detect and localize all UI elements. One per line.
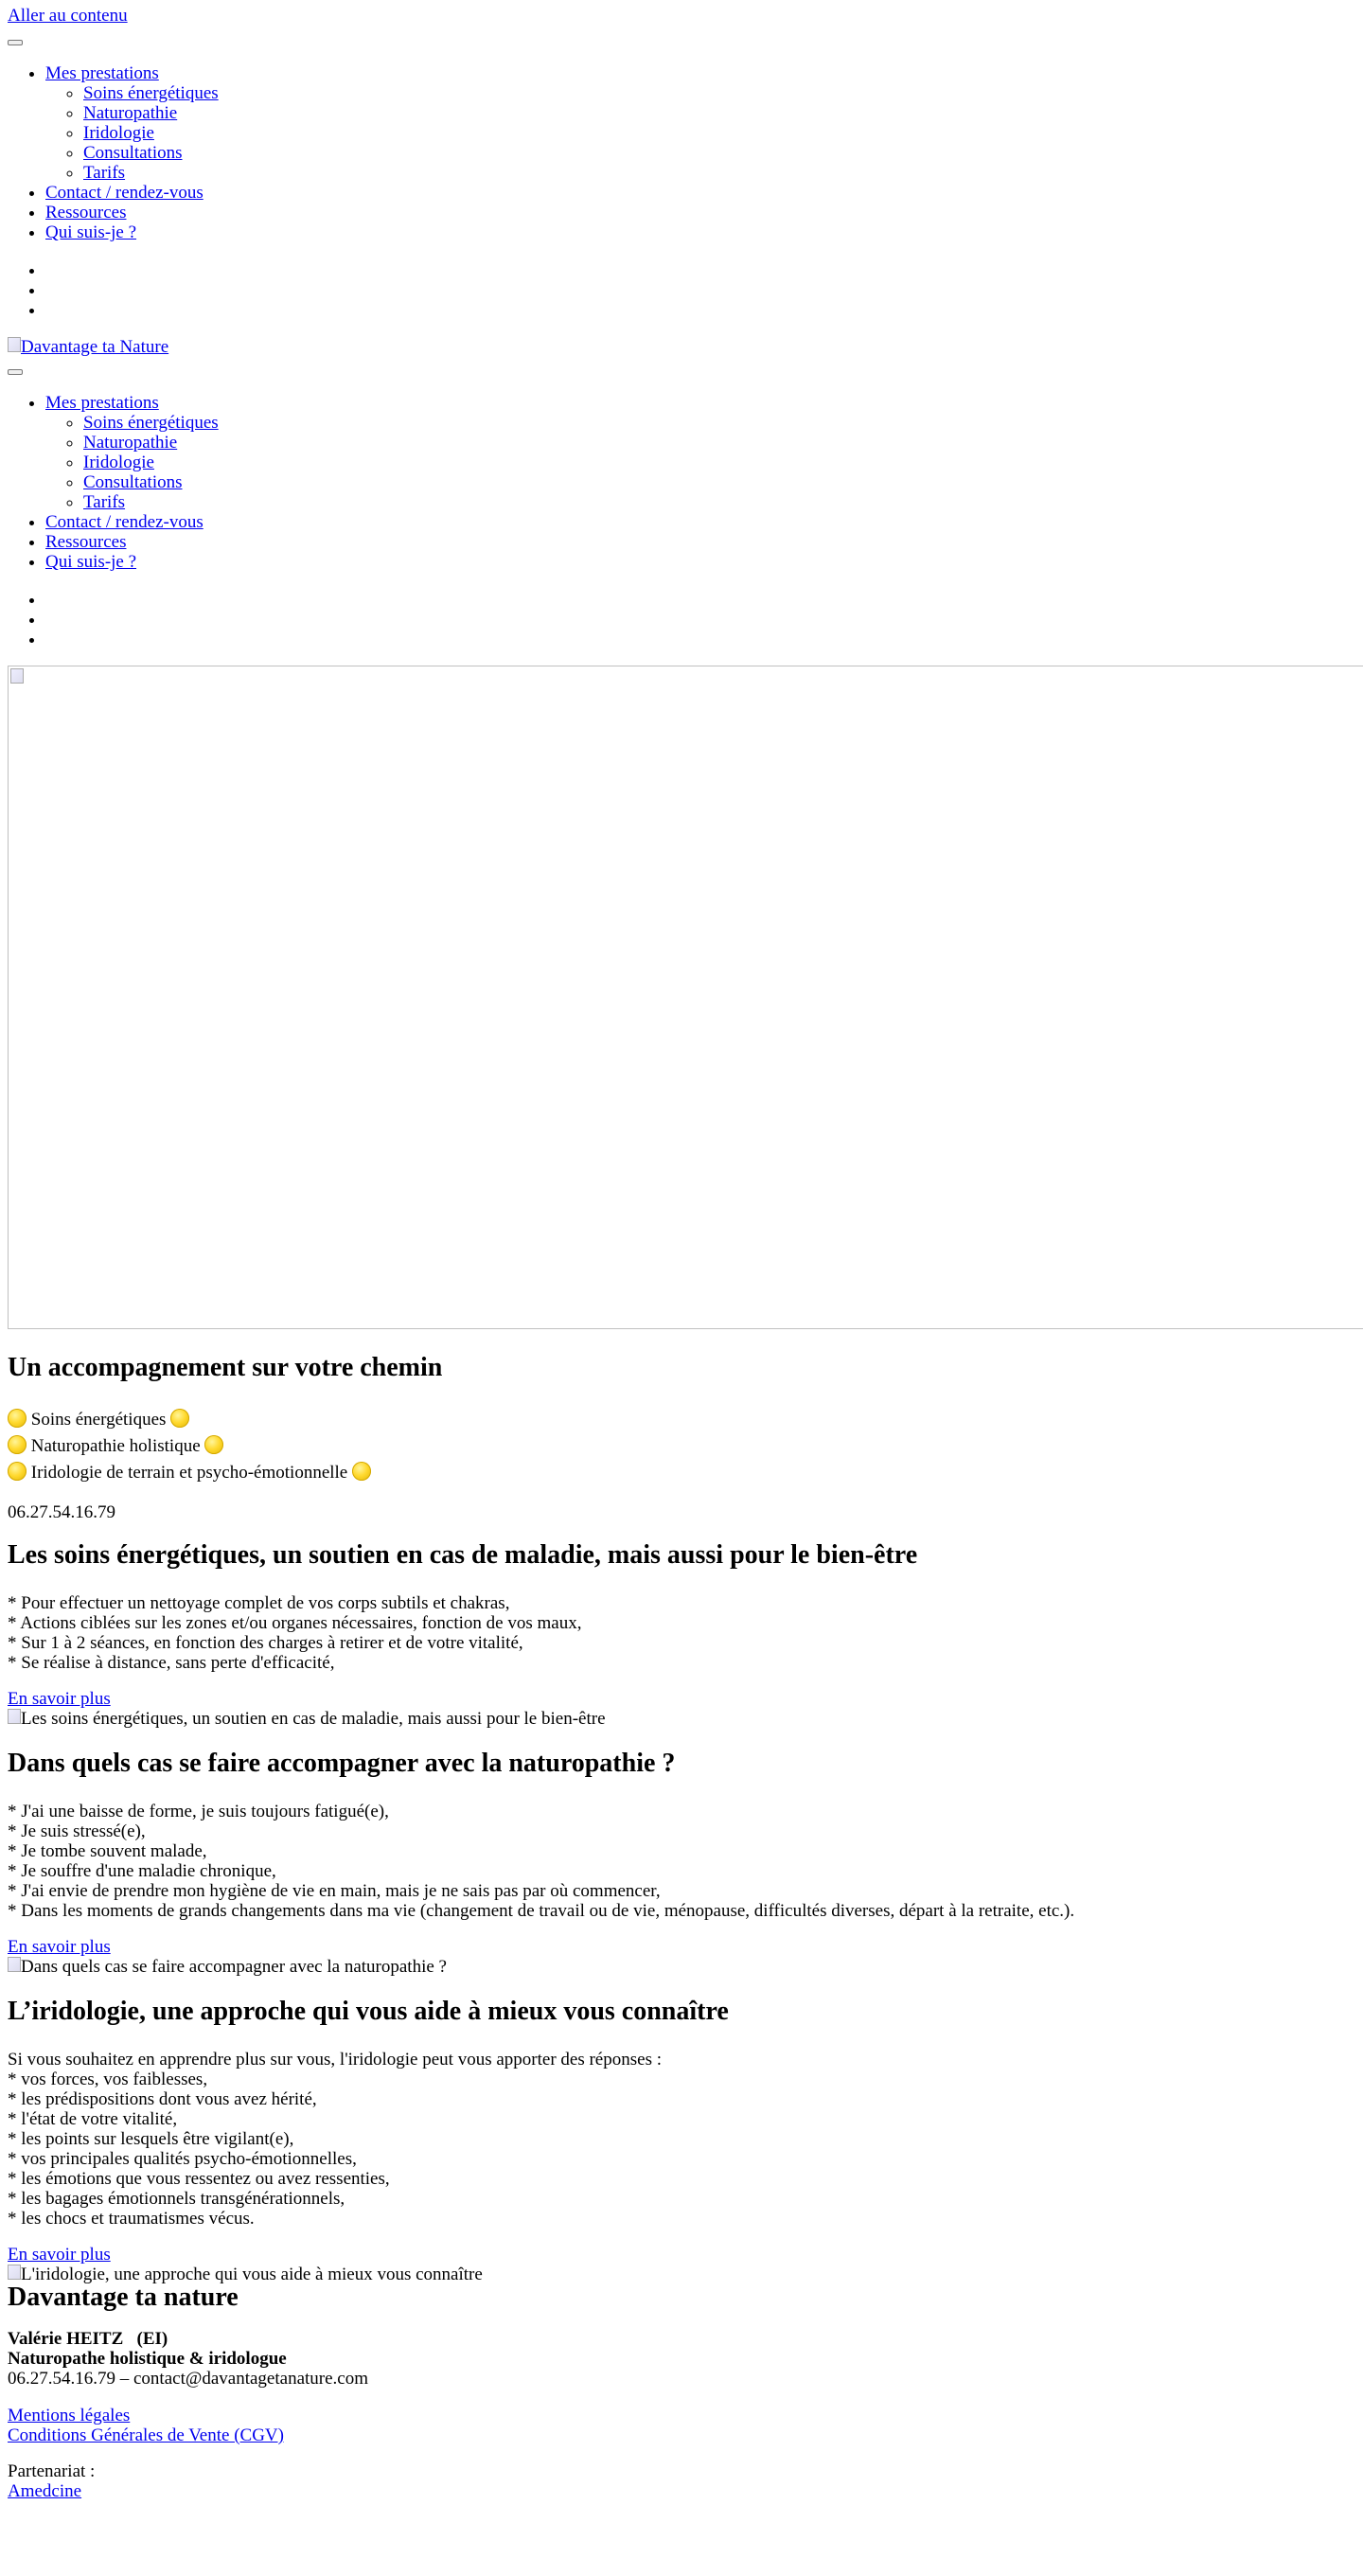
menu-item-ressources xyxy=(45,532,613,552)
submenu-link-naturopathie[interactable]: Naturopathie xyxy=(83,433,178,453)
menu-item-contact xyxy=(45,512,613,532)
service-item xyxy=(8,1435,371,1462)
hero-image-placeholder xyxy=(10,668,24,684)
service-label: Naturopathie holistique xyxy=(30,1436,201,1456)
submenu-item xyxy=(83,453,613,472)
menu-toggle-button[interactable] xyxy=(8,40,23,45)
menu-link-prestations[interactable]: Mes prestations xyxy=(45,393,159,413)
partner-link-amedcine[interactable]: Amedcine xyxy=(8,2481,82,2501)
text-line: * Pour effectuer un nettoyage complet de vos corps subtils et chakras, xyxy=(8,1593,510,1613)
text-line: * Dans les moments de grands changements dans ma vie (changement de travail ou de vie, ménopause, difficultés diverses, départ à la retraite, etc.). xyxy=(8,1901,1075,1921)
social-links-secondary xyxy=(8,590,45,649)
text-line: Si vous souhaitez en apprendre plus sur vous, l'iridologie peut vous apporter des réponses : xyxy=(8,2050,662,2070)
service-label: Soins énergétiques xyxy=(30,1410,167,1430)
footer-legal-links xyxy=(8,2406,284,2445)
footer-identity xyxy=(8,2329,368,2389)
menu-item-contact xyxy=(45,183,613,203)
hero-image xyxy=(8,666,1363,1329)
image-alt-text: Les soins énergétiques, un soutien en cas de maladie, mais aussi pour le bien-être xyxy=(21,1709,606,1729)
text-line: * Je tombe souvent malade, xyxy=(8,1841,207,1861)
section-iridologie-title: L’iridologie, une approche qui vous aide à mieux vous connaître xyxy=(8,1997,729,2026)
section-iridologie-more-link[interactable]: En savoir plus xyxy=(8,2245,111,2265)
text-line: * J'ai envie de prendre mon hygiène de vie en main, mais je ne sais pas par où commencer, xyxy=(8,1881,661,1901)
section-soins-image xyxy=(8,1709,606,1729)
text-line: * Se réalise à distance, sans perte d'efficacité, xyxy=(8,1653,335,1673)
submenu-item xyxy=(83,143,613,163)
menu-toggle-button-secondary[interactable] xyxy=(8,369,23,375)
section-naturopathie-text xyxy=(8,1802,1074,1921)
submenu-item xyxy=(83,123,613,143)
submenu-link-iridologie[interactable]: Iridologie xyxy=(83,453,154,472)
yellow-circle-icon xyxy=(8,1409,27,1428)
submenu-item xyxy=(83,83,613,103)
submenu-item xyxy=(83,163,613,183)
text-line: * les émotions que vous ressentez ou avez ressenties, xyxy=(8,2169,390,2189)
text-line: * J'ai une baisse de forme, je suis toujours fatigué(e), xyxy=(8,1802,389,1821)
text-line: * Sur 1 à 2 séances, en fonction des charges à retirer et de votre vitalité, xyxy=(8,1633,523,1653)
section-iridologie-image xyxy=(8,2265,483,2284)
submenu-link-consultations[interactable]: Consultations xyxy=(83,472,183,492)
footer-role: Naturopathe holistique & iridologue xyxy=(8,2349,287,2369)
submenu-item xyxy=(83,492,613,512)
section-naturopathie-image xyxy=(8,1957,447,1977)
hero-services xyxy=(8,1409,371,1488)
partner-label: Partenariat : xyxy=(8,2461,96,2481)
site-logo-link[interactable] xyxy=(8,337,168,357)
text-line: * Je suis stressé(e), xyxy=(8,1821,146,1841)
section-soins-title: Les soins énergétiques, un soutien en cas de maladie, mais aussi pour le bien-être xyxy=(8,1540,918,1570)
menu-link-contact[interactable]: Contact / rendez-vous xyxy=(45,512,204,532)
menu-item-qui-suis-je xyxy=(45,222,613,242)
legal-notice-link[interactable]: Mentions légales xyxy=(8,2406,131,2425)
submenu-link-consultations[interactable]: Consultations xyxy=(83,143,183,163)
menu-link-prestations[interactable]: Mes prestations xyxy=(45,63,159,83)
section-soins-text xyxy=(8,1593,581,1673)
skip-to-content-link[interactable]: Aller au contenu xyxy=(8,6,128,26)
hero-title: Un accompagnement sur votre chemin xyxy=(8,1353,443,1382)
submenu-link-naturopathie[interactable]: Naturopathie xyxy=(83,103,178,123)
menu-item-ressources xyxy=(45,203,613,222)
menu-link-qui-suis-je[interactable]: Qui suis-je ? xyxy=(45,552,137,572)
text-line: * les prédispositions dont vous avez hérité, xyxy=(8,2089,317,2109)
section-naturopathie-more-link[interactable]: En savoir plus xyxy=(8,1937,111,1957)
broken-image-icon xyxy=(8,1957,21,1972)
service-item xyxy=(8,1462,371,1488)
submenu-link-soins[interactable]: Soins énergétiques xyxy=(83,413,219,433)
submenu-link-tarifs[interactable]: Tarifs xyxy=(83,163,126,183)
text-line: * l'état de votre vitalité, xyxy=(8,2109,178,2129)
footer-contact: 06.27.54.16.79 – contact@davantagetanature.com xyxy=(8,2369,369,2389)
menu-item-qui-suis-je xyxy=(45,552,613,572)
yellow-circle-icon xyxy=(352,1462,371,1481)
main-menu-primary xyxy=(8,63,613,242)
service-label: Iridologie de terrain et psycho-émotionnelle xyxy=(30,1463,348,1483)
section-soins-more-link[interactable]: En savoir plus xyxy=(8,1689,111,1709)
text-line: * les bagages émotionnels transgénérationnels, xyxy=(8,2189,345,2209)
menu-link-qui-suis-je[interactable]: Qui suis-je ? xyxy=(45,222,137,242)
text-line: * Je souffre d'une maladie chronique, xyxy=(8,1861,276,1881)
logo-image xyxy=(8,337,21,352)
menu-link-contact[interactable]: Contact / rendez-vous xyxy=(45,183,204,203)
yellow-circle-icon xyxy=(8,1462,27,1481)
submenu-link-tarifs[interactable]: Tarifs xyxy=(83,492,126,512)
submenu-item xyxy=(83,413,613,433)
image-alt-text: Dans quels cas se faire accompagner avec la naturopathie ? xyxy=(21,1957,447,1977)
text-line: * vos principales qualités psycho-émotionnelles, xyxy=(8,2149,357,2169)
submenu-prestations xyxy=(45,83,613,183)
section-iridologie-text xyxy=(8,2050,662,2229)
text-line: * les chocs et traumatismes vécus. xyxy=(8,2209,255,2229)
submenu-link-soins[interactable]: Soins énergétiques xyxy=(83,83,219,103)
text-line: * Actions ciblées sur les zones et/ou organes nécessaires, fonction de vos maux, xyxy=(8,1613,582,1633)
text-line: * les points sur lesquels être vigilant(e), xyxy=(8,2129,294,2149)
yellow-circle-icon xyxy=(8,1435,27,1454)
menu-link-ressources[interactable]: Ressources xyxy=(45,203,127,222)
yellow-circle-icon xyxy=(170,1409,189,1428)
footer-brand: Davantage ta nature xyxy=(8,2283,239,2312)
footer-partnership xyxy=(8,2461,95,2501)
text-line: * vos forces, vos faiblesses, xyxy=(8,2070,208,2089)
service-item xyxy=(8,1409,371,1435)
yellow-circle-icon xyxy=(204,1435,223,1454)
submenu-item xyxy=(83,472,613,492)
logo-alt-text: Davantage ta Nature xyxy=(21,337,169,357)
section-naturopathie-title: Dans quels cas se faire accompagner avec la naturopathie ? xyxy=(8,1749,676,1778)
menu-link-ressources[interactable]: Ressources xyxy=(45,532,127,552)
hero-phone: 06.27.54.16.79 xyxy=(8,1502,115,1522)
image-alt-text: L'iridologie, une approche qui vous aide à mieux vous connaître xyxy=(21,2265,483,2284)
menu-item-prestations xyxy=(45,393,613,512)
broken-image-icon xyxy=(8,1709,21,1724)
broken-image-icon xyxy=(8,2265,21,2280)
submenu-item xyxy=(83,103,613,123)
menu-item-prestations xyxy=(45,63,613,183)
footer-name: Valérie HEITZ (EI) xyxy=(8,2329,168,2349)
submenu-link-iridologie[interactable]: Iridologie xyxy=(83,123,154,143)
terms-of-sale-link[interactable]: Conditions Générales de Vente (CGV) xyxy=(8,2425,284,2445)
main-menu-secondary xyxy=(8,393,613,572)
social-links-primary xyxy=(8,260,45,320)
submenu-item xyxy=(83,433,613,453)
submenu-prestations xyxy=(45,413,613,512)
